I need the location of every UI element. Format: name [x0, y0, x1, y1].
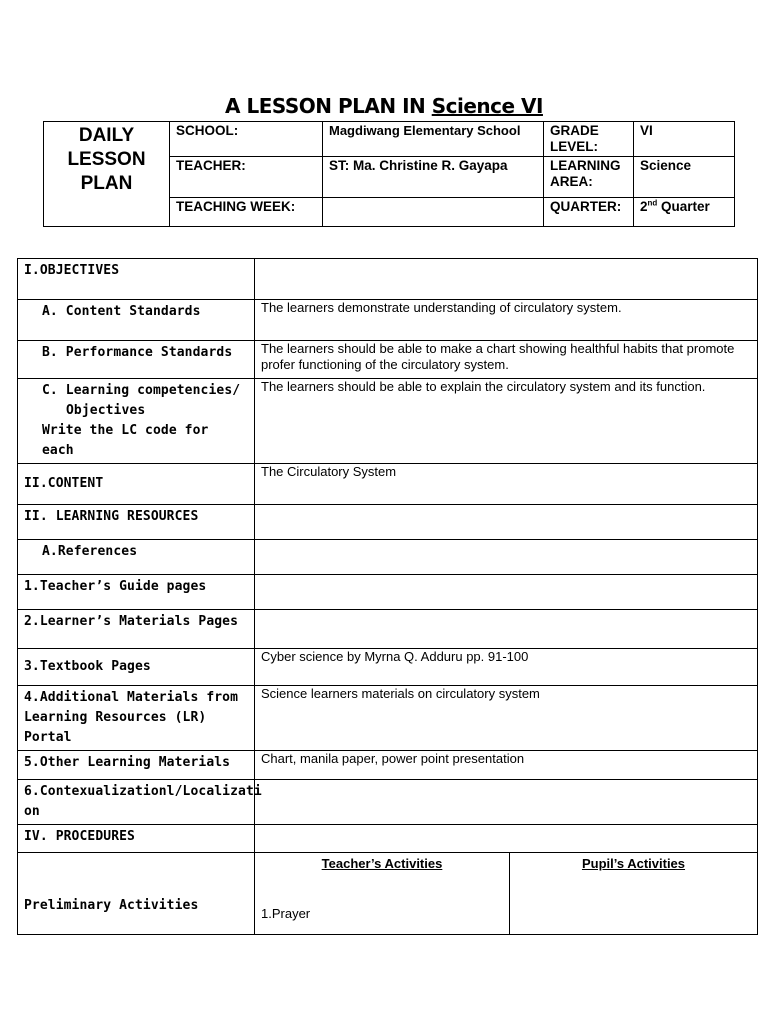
- references-label: A.References: [18, 540, 255, 575]
- quarter-suffix: nd: [647, 198, 658, 208]
- textbook-value: Cyber science by Myrna Q. Adduru pp. 91-100: [255, 649, 758, 686]
- learners-materials-label: 2.Learner’s Materials Pages: [18, 610, 255, 649]
- preliminary-cell: [18, 853, 255, 935]
- school-value: Magdiwang Elementary School: [323, 122, 544, 157]
- teacher-activity-prayer: 1.Prayer: [261, 906, 311, 921]
- content-standards-value: The learners demonstrate understanding of circulatory system.: [255, 300, 758, 341]
- area-label: LEARNING AREA:: [544, 157, 634, 198]
- quarter-number: 2: [640, 199, 648, 214]
- other-materials-value: Chart, manila paper, power point presentation: [255, 751, 758, 780]
- additional-materials-value: Science learners materials on circulatory system: [255, 686, 758, 751]
- quarter-value: [634, 198, 735, 227]
- learning-resources-value: [255, 505, 758, 540]
- objectives-label: I.OBJECTIVES: [18, 259, 255, 300]
- procedures-value: [255, 825, 758, 853]
- lesson-plan-table: [17, 258, 758, 935]
- performance-standards-value: The learners should be able to make a chart showing healthful habits that promote profer functioning of the circulatory system.: [255, 341, 758, 379]
- competencies-line-1: C. Learning competencies/: [42, 383, 241, 398]
- grade-value: VI: [634, 122, 735, 157]
- dlp-line-2: LESSON: [67, 149, 146, 170]
- teachers-guide-value: [255, 575, 758, 610]
- content-value: The Circulatory System: [255, 464, 758, 505]
- week-value: [323, 198, 544, 227]
- content-label: II.CONTENT: [18, 464, 255, 505]
- textbook-label: 3.Textbook Pages: [18, 649, 255, 686]
- teacher-activities-heading: Teacher’s Activities: [321, 856, 443, 871]
- objectives-value: [255, 259, 758, 300]
- page-title: [0, 94, 768, 118]
- teacher-value: ST: Ma. Christine R. Gayapa: [323, 157, 544, 198]
- dlp-line-3: PLAN: [80, 173, 133, 194]
- references-value: [255, 540, 758, 575]
- grade-label: GRADE LEVEL:: [544, 122, 634, 157]
- school-label: SCHOOL:: [170, 122, 323, 157]
- pupil-activities-cell: [510, 853, 758, 935]
- title-subject: Science VI: [431, 94, 543, 118]
- other-materials-label: 5.Other Learning Materials: [18, 751, 255, 780]
- quarter-label: QUARTER:: [544, 198, 634, 227]
- competencies-line-2: Objectives: [66, 403, 146, 418]
- performance-standards-label: B. Performance Standards: [18, 341, 255, 379]
- teacher-activities-cell: [255, 853, 510, 935]
- preliminary-label: Preliminary Activities: [24, 898, 199, 913]
- daily-lesson-plan-label: [44, 122, 170, 227]
- learning-resources-label: II. LEARNING RESOURCES: [18, 505, 255, 540]
- contextualization-value: [255, 780, 758, 825]
- pupil-activities-heading: Pupil’s Activities: [581, 856, 686, 871]
- competencies-value: The learners should be able to explain the circulatory system and its function.: [255, 379, 758, 464]
- learners-materials-value: [255, 610, 758, 649]
- header-table: [43, 121, 735, 227]
- procedures-label: IV. PROCEDURES: [18, 825, 255, 853]
- area-value: Science: [634, 157, 735, 198]
- content-standards-label: A. Content Standards: [18, 300, 255, 341]
- week-label: TEACHING WEEK:: [170, 198, 323, 227]
- contextualization-label: 6.Contexualizationl/Localizati on: [18, 780, 255, 825]
- additional-materials-label: 4.Additional Materials from Learning Resources (LR) Portal: [18, 686, 255, 751]
- competencies-label: [18, 379, 255, 464]
- competencies-line-3: Write the LC code for each: [42, 423, 209, 458]
- quarter-word: Quarter: [657, 199, 710, 214]
- teachers-guide-label: 1.Teacher’s Guide pages: [18, 575, 255, 610]
- teacher-label: TEACHER:: [170, 157, 323, 198]
- dlp-line-1: DAILY: [78, 125, 135, 146]
- title-prefix: A LESSON PLAN IN: [225, 94, 432, 118]
